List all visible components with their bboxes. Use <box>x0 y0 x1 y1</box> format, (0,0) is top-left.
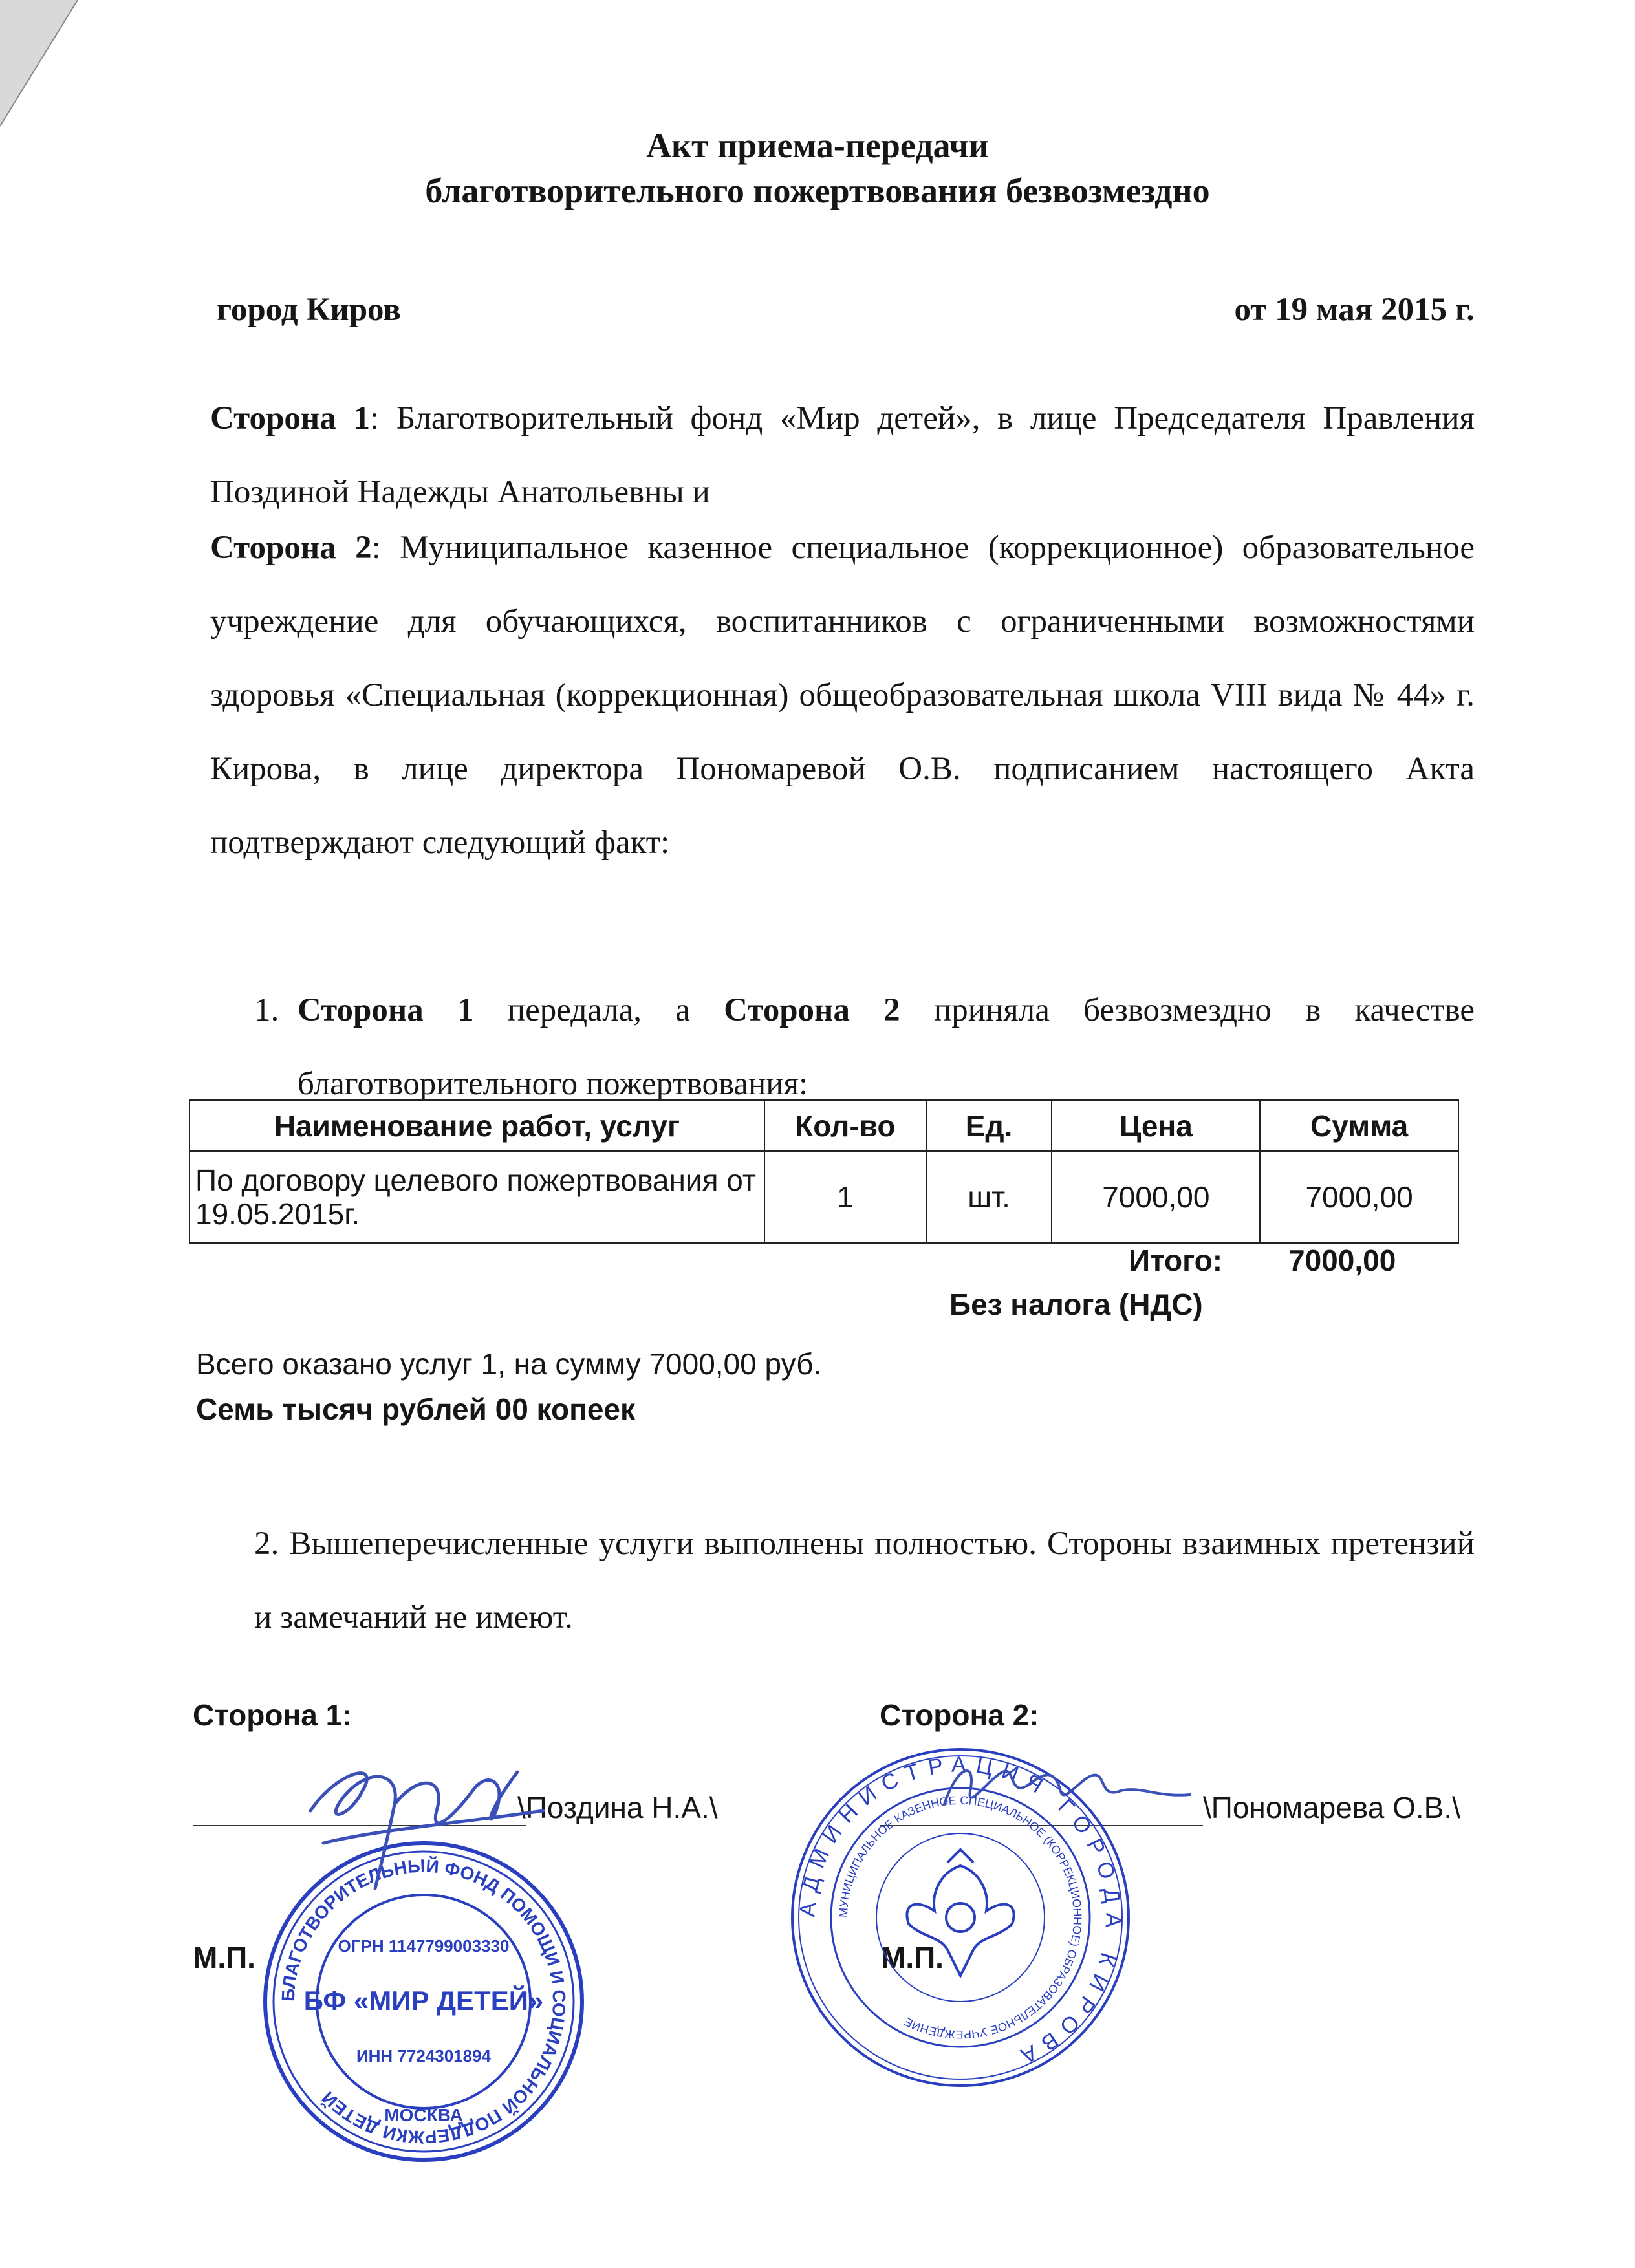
item-1-number: 1. <box>254 992 279 1028</box>
table-header-row <box>189 1100 1458 1151</box>
stamp1-ogrn: ОГРН 1147799003330 <box>338 1936 510 1956</box>
date: от 19 мая 2015 г. <box>1234 292 1475 328</box>
column-header-sum: Сумма <box>1260 1100 1458 1151</box>
document-title-line1: Акт приема-передачи <box>646 126 989 165</box>
total-value: 7000,00 <box>1288 1244 1396 1277</box>
total-label: Итого: <box>1129 1244 1223 1277</box>
document-title-line2: благотворительного пожертвования безвозмездно <box>425 171 1210 210</box>
signature-party1-name: \Поздина Н.А.\ <box>517 1791 718 1824</box>
tax-note: Без налога (НДС) <box>949 1288 1203 1321</box>
signature-party2-label: Сторона 2: <box>880 1698 1039 1732</box>
item-2-text: Вышеперечисленные услуги выполнены полностью. Стороны взаимных претензий и замечаний не имеют. <box>254 1526 1475 1636</box>
item-2-number: 2. <box>254 1526 279 1562</box>
column-header-qty: Кол-во <box>764 1100 926 1151</box>
coat-of-arms-icon <box>907 1850 1013 1976</box>
stamp1-ring-text: БЛАГОТВОРИТЕЛЬНЫЙ ФОНД ПОМОЩИ И СОЦИАЛЬНОЙ ПОДДЕРЖКИ ДЕТЕЙ <box>277 1855 570 2148</box>
handwritten-signature-party1 <box>285 1733 556 1901</box>
services-table <box>189 1099 1459 1244</box>
stamp1-center-text: БФ «МИР ДЕТЕЙ» <box>303 1985 544 2016</box>
party1-text: : Благотворительный фонд «Мир детей», в лице Председателя Правления Поздиной Надежды Анатольевны и <box>210 400 1475 510</box>
cell-sum: 7000,00 <box>1260 1151 1458 1243</box>
stamp2-inner-text: МУНИЦИПАЛЬНОЕ КАЗЕННОЕ СПЕЦИАЛЬНОЕ (КОРРЕКЦИОННОЕ) ОБРАЗОВАТЕЛЬНОЕ УЧРЕЖДЕНИЕ <box>836 1793 1085 2042</box>
item-1-text: Сторона 1 передала, а Сторона 2 приняла безвозмездно в качестве благотворительного пожертвования: <box>298 992 1475 1102</box>
signature-party1-label: Сторона 1: <box>193 1698 352 1732</box>
party2-paragraph <box>210 511 1475 880</box>
cell-name: По договору целевого пожертвования от 19.05.2015г. <box>189 1151 764 1243</box>
signature-party2-name: \Пономарева О.В.\ <box>1203 1791 1460 1824</box>
party2-label: Сторона 2 <box>210 530 372 566</box>
summary-line1: Всего оказано услуг 1, на сумму 7000,00 руб. <box>196 1347 822 1381</box>
stamp1-inn: ИНН 7724301894 <box>356 2046 492 2066</box>
stamp1-city: МОСКВА <box>384 2105 463 2125</box>
party2-text: : Муниципальное казенное специальное (коррекционное) образовательное учреждение для обучающихся, воспитанников с ограниченными возможностями здоровья «Специальная (коррекционная) общеобразовательная школа VIII вида № 44» г. Кирова, в лице директора Пономаревой О.В. подписанием настоящего Акта подтверждают следующий факт: <box>210 530 1475 861</box>
column-header-name: Наименование работ, услуг <box>189 1100 764 1151</box>
place: город Киров <box>217 292 401 328</box>
seal-placeholder-party1: М.П. <box>193 1941 255 1974</box>
summary-line2: Семь тысяч рублей 00 копеек <box>196 1392 636 1426</box>
svg-text:МУНИЦИПАЛЬНОЕ КАЗЕННОЕ СПЕЦИАЛ <box>837 1794 1084 2041</box>
stamp2-ring-text: АДМИНИСТРАЦИЯ ГОРОДА КИРОВА <box>795 1752 1126 2072</box>
handwritten-signature-party2 <box>931 1740 1203 1824</box>
page-corner-fold <box>0 0 84 129</box>
cell-price: 7000,00 <box>1052 1151 1260 1243</box>
party1-label: Сторона 1 <box>210 400 370 437</box>
table-row <box>189 1151 1458 1243</box>
column-header-unit: Ед. <box>926 1100 1052 1151</box>
cell-qty: 1 <box>764 1151 926 1243</box>
cell-unit: шт. <box>926 1151 1052 1243</box>
seal-placeholder-party2: М.П. <box>881 1941 944 1974</box>
column-header-price: Цена <box>1052 1100 1260 1151</box>
party1-paragraph <box>210 382 1475 529</box>
